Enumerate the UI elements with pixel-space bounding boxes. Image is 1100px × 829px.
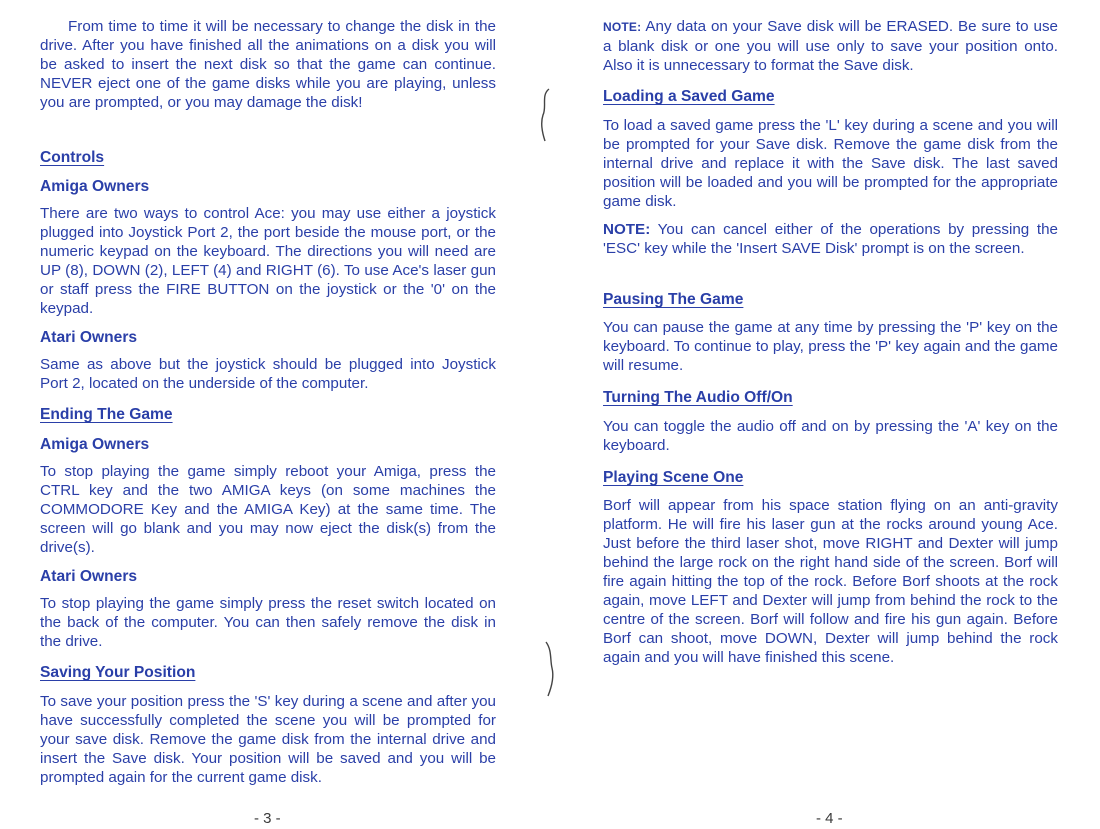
controls-atari-subheading: Atari Owners (40, 329, 138, 346)
audio-heading: Turning The Audio Off/On (603, 389, 793, 406)
pausing-heading: Pausing The Game (603, 291, 744, 308)
ending-atari-text: To stop playing the game simply press the reset switch located on the back of the computer. You can then safely remove the disk in the drive. (40, 595, 496, 650)
note-label: NOTE: (603, 221, 651, 238)
note-cancel-paragraph (603, 220, 1058, 258)
ending-atari-subheading: Atari Owners (40, 568, 138, 585)
intro-paragraph: From time to time it will be necessary to change the disk in the drive. After you have finished all the animations on a disk you will be asked to insert the next disk so that the game can continue. NEVER eject one of the game disks while you are playing, unless you are prompted, or you may damage the disk! (40, 18, 496, 111)
right-page (603, 0, 1058, 829)
binding-mark-top (535, 85, 555, 147)
ending-amiga-subheading: Amiga Owners (40, 436, 150, 453)
ending-amiga-text: To stop playing the game simply reboot your Amiga, press the CTRL key and the two AMIGA keys (on some machines the COMMODORE Key and the AMIGA Key) at the same time. The screen will go blank and you may now eject the disk(s) from the drive(s). (40, 463, 496, 556)
ending-heading: Ending The Game (40, 406, 173, 423)
note-erased-text: Any data on your Save disk will be ERASED. Be sure to use a blank disk or one you will use only to save your position onto. Also it is unnecessary to format the Save disk. (603, 18, 1058, 74)
page-number-3: - 3 - (254, 810, 281, 827)
scene-heading: Playing Scene One (603, 469, 744, 486)
loading-text: To load a saved game press the 'L' key during a scene and you will be prompted for your Save disk. Remove the game disk from the internal drive and replace it with the Save disk. The last saved position will be loaded and you will be prompted for the appropriate game disk. (603, 117, 1058, 210)
binding-mark-bottom (540, 638, 560, 700)
pausing-text: You can pause the game at any time by pressing the 'P' key on the keyboard. To continue to play, press the 'P' key again and the game will resume. (603, 319, 1058, 374)
saving-heading: Saving Your Position (40, 664, 196, 681)
loading-heading: Loading a Saved Game (603, 88, 775, 105)
note-erased-paragraph (603, 17, 1058, 75)
audio-text: You can toggle the audio off and on by pressing the 'A' key on the keyboard. (603, 418, 1058, 454)
note-cancel-text: You can cancel either of the operations by pressing the 'ESC' key while the 'Insert SAVE Disk' prompt is on the screen. (603, 221, 1058, 257)
controls-atari-text: Same as above but the joystick should be plugged into Joystick Port 2, located on the underside of the computer. (40, 356, 496, 392)
controls-amiga-text: There are two ways to control Ace: you may use either a joystick plugged into Joystick Port 2, the port beside the mouse port, or the numeric keypad on the keyboard. The directions you will need are UP (8), DOWN (2), LEFT (4) and RIGHT (6). To use Ace's laser gun or staff press the FIRE BUTTON on the joystick or the '0' on the keypad. (40, 205, 496, 317)
scene-text: Borf will appear from his space station flying on an anti-gravity platform. He will fire his laser gun at the rocks around young Ace. Just before the third laser shot, move RIGHT and Dexter will jump behind the large rock on the right hand side of the screen. Borf will fire again hitting the top of the rock. Before Borf shoots at the rock again, move LEFT and Dexter will jump from behind the rock to the centre of the screen. Borf will follow and fire his gun again. Before Borf can shoot, move DOWN, Dexter will jump behind the rock again and you will have finished this scene. (603, 497, 1058, 666)
saving-text: To save your position press the 'S' key during a scene and after you have successfully completed the scene you will be prompted for your save disk. Remove the game disk from the internal drive and insert the Save disk. Your position will be saved and you will be prompted again for the current game disk. (40, 693, 496, 786)
left-page (40, 0, 496, 829)
note-label: NOTE: (603, 20, 642, 34)
controls-heading: Controls (40, 149, 105, 166)
controls-amiga-subheading: Amiga Owners (40, 178, 150, 195)
page-number-4: - 4 - (816, 810, 843, 827)
